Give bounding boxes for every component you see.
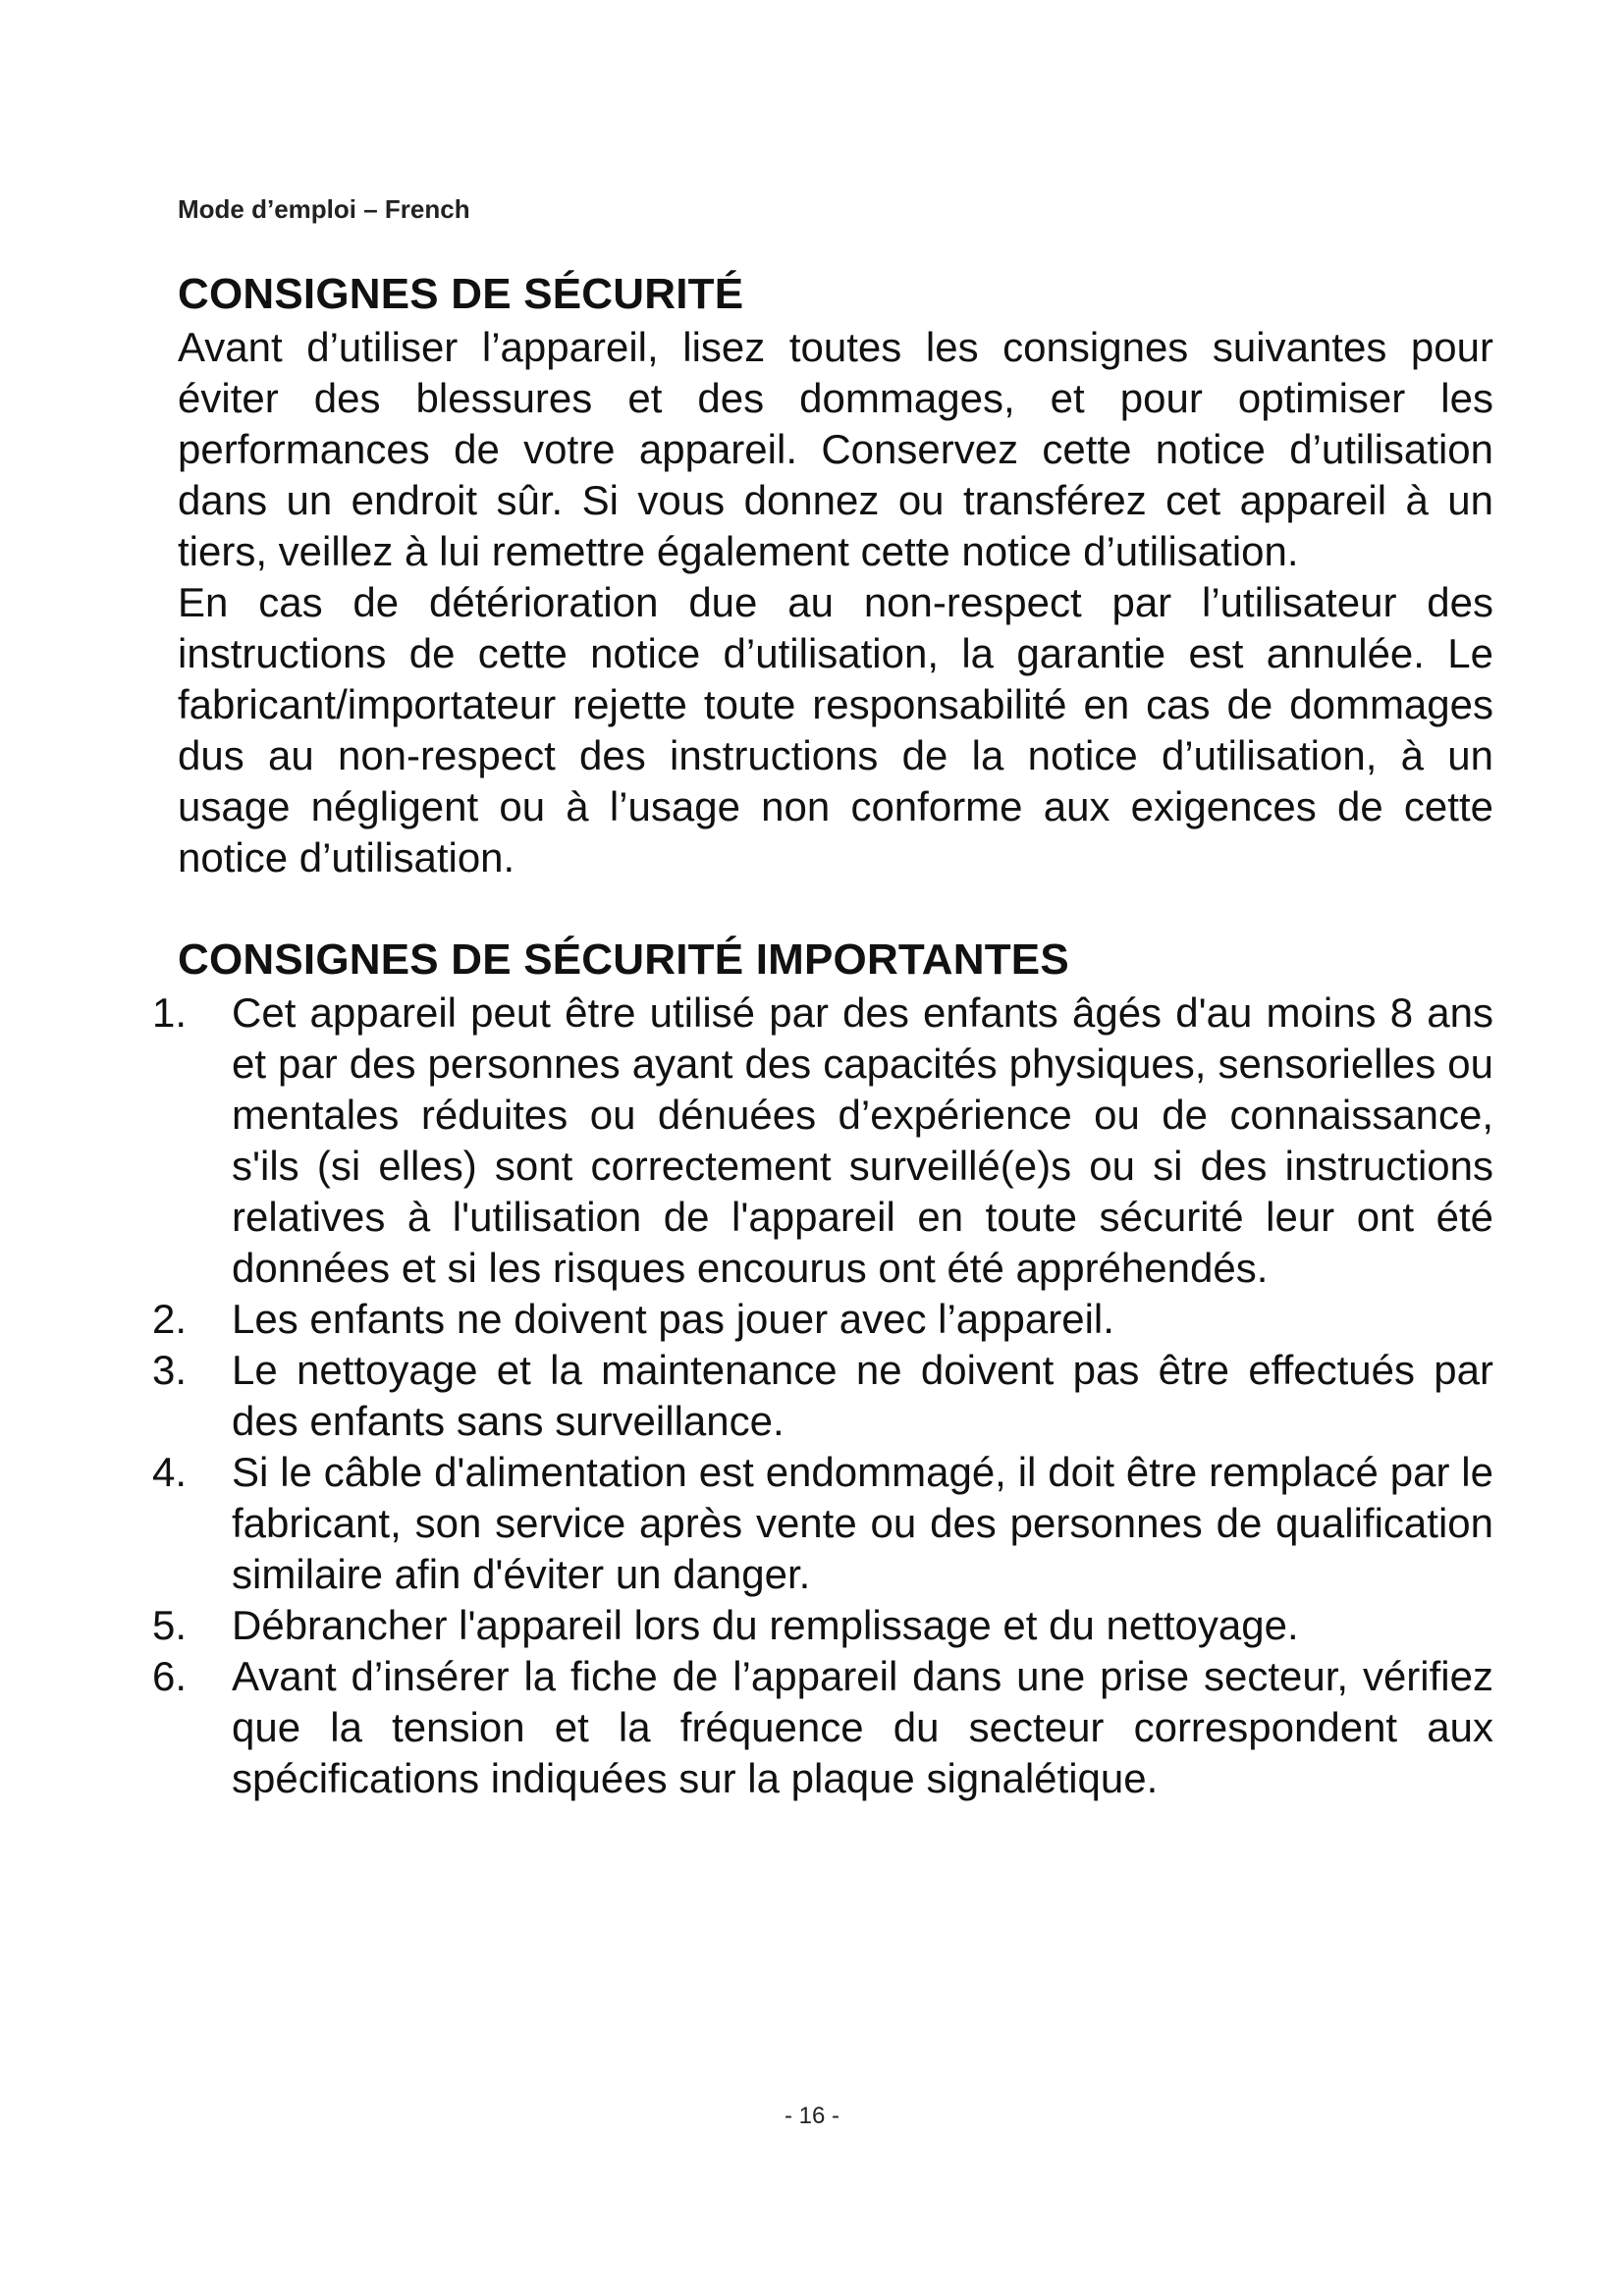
- list-item-number: 4.: [152, 1449, 188, 1495]
- list-item-number: 6.: [152, 1653, 188, 1699]
- list-item: [152, 1345, 1493, 1447]
- page-content: [152, 267, 1493, 1804]
- list-item-text: Cet appareil peut être utilisé par des enfants âgés d'au moins 8 ans et par des personnes ayant des capacités physiques, sensorielles ou mentales réduites ou dénuées d’expérience ou de connaissance, s'ils (si elles) sont correctement surveillé(e)s ou si des instructions relatives à l'utilisation de l'appareil en toute sécurité leur ont été données et si les risques encourus ont été appréhendés.: [232, 989, 1493, 1291]
- list-item: [152, 1600, 1493, 1651]
- list-item-text: Débrancher l'appareil lors du remplissage et du nettoyage.: [232, 1602, 1299, 1648]
- list-item-number: 1.: [152, 989, 188, 1036]
- page-number: - 16 -: [784, 2103, 839, 2129]
- list-item: [152, 988, 1493, 1294]
- list-item: [152, 1651, 1493, 1804]
- list-item-number: 5.: [152, 1602, 188, 1648]
- section-title-safety: CONSIGNES DE SÉCURITÉ: [178, 270, 744, 318]
- warranty-paragraph: En cas de détérioration due au non-respect par l’utilisateur des instructions de cette notice d’utilisation, la garantie est annulée. Le fabricant/importateur rejette toute responsabilité en cas de dommages dus au non-respect des instructions de la notice d’utilisation, à un usage négligent ou à l’usage non conforme aux exigences de cette notice d’utilisation.: [178, 579, 1493, 881]
- page-header: Mode d’emploi – French: [178, 194, 470, 224]
- list-item-text: Si le câble d'alimentation est endommagé, il doit être remplacé par le fabricant, son service après vente ou des personnes de qualification similaire afin d'éviter un danger.: [232, 1449, 1493, 1597]
- safety-list: [152, 988, 1493, 1804]
- list-item-text: Les enfants ne doivent pas jouer avec l’appareil.: [232, 1296, 1114, 1342]
- intro-paragraph: Avant d’utiliser l’appareil, lisez toutes les consignes suivantes pour éviter des blessures et des dommages, et pour optimiser les performances de votre appareil. Conservez cette notice d’utilisation dans un endroit sûr. Si vous donnez ou transférez cet appareil à un tiers, veillez à lui remettre également cette notice d’utilisation.: [178, 324, 1493, 574]
- list-item-text: Le nettoyage et la maintenance ne doivent pas être effectués par des enfants sans surveillance.: [232, 1347, 1493, 1444]
- list-item-number: 2.: [152, 1296, 188, 1342]
- list-item-number: 3.: [152, 1347, 188, 1393]
- list-item: [152, 1294, 1493, 1345]
- list-item-text: Avant d’insérer la fiche de l’appareil dans une prise secteur, vérifiez que la tension et la fréquence du secteur correspondent aux spécifications indiquées sur la plaque signalétique.: [232, 1653, 1493, 1801]
- section-title-important: CONSIGNES DE SÉCURITÉ IMPORTANTES: [178, 935, 1069, 984]
- list-item: [152, 1447, 1493, 1600]
